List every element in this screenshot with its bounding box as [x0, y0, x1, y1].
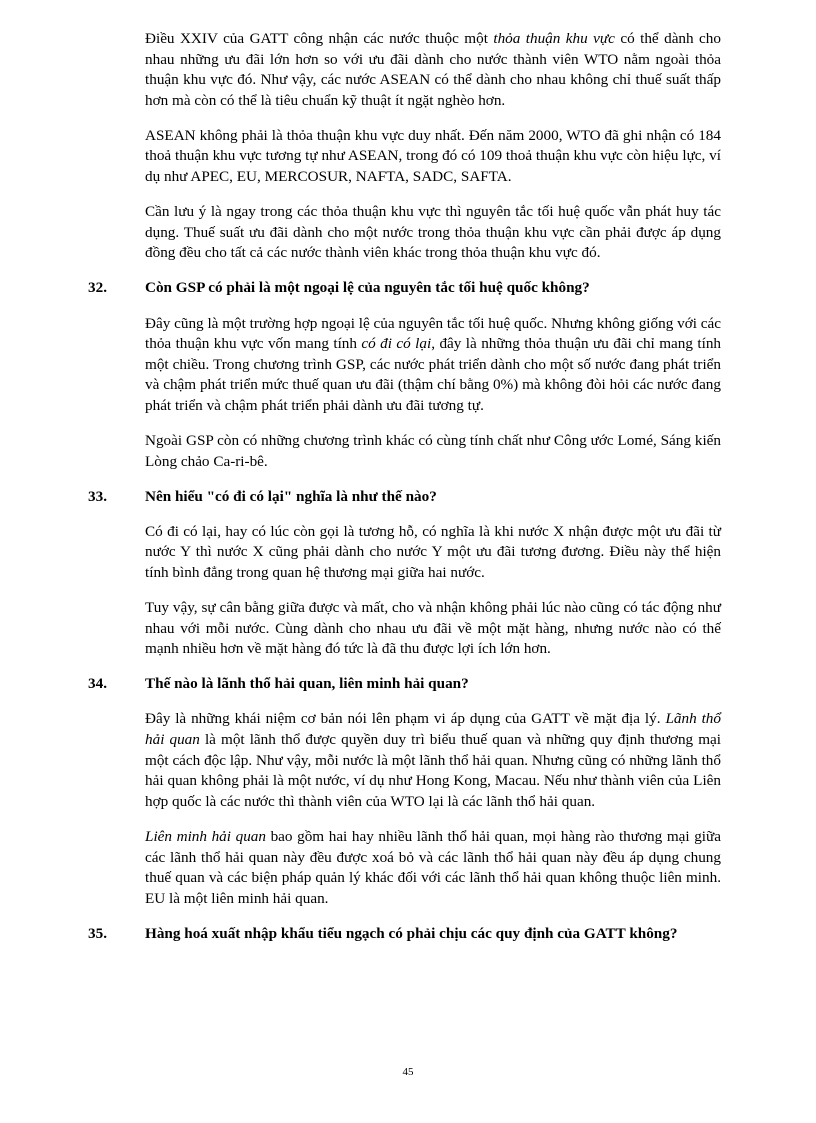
paragraph: Đây cũng là một trường hợp ngoại lệ của nguyên tắc tối huệ quốc. Nhưng không giống với các thỏa thuận khu vực vốn mang tính có đi có lại, đây là những thỏa thuận ưu đãi chỉ mang tính một chiều. Trong chương trình GSP, các nước phát triển dành cho một số nước đang phát triển và chậm phát triển mức thuế quan ưu đãi (thậm chí bằng 0%) mà không đòi hỏi các nước đang phát triển và chậm phát triển phải dành ưu đãi tương tự. — [145, 314, 722, 414]
question-title: Thế nào là lãnh thổ hải quan, liên minh hải quan? — [145, 675, 469, 693]
question-number: 34. — [88, 675, 107, 693]
question-heading-34 — [88, 674, 721, 695]
paragraph: Tuy vậy, sự cân bằng giữa được và mất, cho và nhận không phải lúc nào cũng có tác động như nhau với mỗi nước. Cùng dành cho nhau ưu đãi về một mặt hàng, nhưng nước nào có thế mạnh nhiều hơn về mặt hàng đó tức là đã thu được lợi ích lớn hơn. — [145, 599, 721, 658]
term-regional-agreement: thỏa thuận khu vực — [493, 30, 615, 47]
term-reciprocity: có đi có lại — [361, 335, 432, 353]
paragraph: Có đi có lại, hay có lúc còn gọi là tương hỗ, có nghĩa là khi nước X nhận được một ưu đãi từ nước Y thì nước X cũng phải dành cho nước Y một ưu đãi tương đương. Điều này thể hiện tính bình đẳng trong quan hệ thương mại giữa hai nước. — [145, 522, 721, 581]
term-customs-union: Liên minh hải quan — [145, 827, 266, 845]
question-heading-35 — [88, 924, 721, 945]
term-customs-territory: Lãnh thổ hải quan — [145, 710, 721, 749]
paragraph: Điều XXIV của GATT công nhận các nước thuộc một thỏa thuận khu vực có thể dành cho nhau những ưu đãi lớn hơn so với ưu đãi dành cho nước thành viên WTO nằm ngoài thỏa thuận khu vực đó. Như vậy, các nước ASEAN có thể dành cho nhau không chỉ thuế suất thấp hơn mà còn có thể là tiêu chuẩn kỹ thuật ít ngặt nghèo hơn. — [145, 30, 721, 109]
paragraph: Cần lưu ý là ngay trong các thỏa thuận khu vực thì nguyên tắc tối huệ quốc vẫn phát huy tác dụng. Thuế suất ưu đãi dành cho một nước trong thỏa thuận khu vực cần phải được áp dụng đồng đều cho tất cả các nước thành viên khác trong thỏa thuận khu vực đó. — [145, 203, 721, 262]
question-number: 33. — [88, 487, 107, 505]
page-number: 45 — [402, 1066, 414, 1078]
paragraph: ASEAN không phải là thỏa thuận khu vực duy nhất. Đến năm 2000, WTO đã ghi nhận có 184 thoả thuận khu vực tương tự như ASEAN, trong đó có 109 thoả thuận khu vực còn hiệu lực, ví dụ như APEC, EU, MERCOSUR, NAFTA, SADC, SAFTA. — [145, 126, 721, 186]
paragraph: Liên minh hải quan bao gồm hai hay nhiều lãnh thổ hải quan, mọi hàng rào thương mại giữa các lãnh thổ hải quan này đều được xoá bỏ và các lãnh thổ hải quan này đều áp dụng chung thuế quan và các biện pháp quản lý khác đối với các lãnh thổ hải quan không thuộc liên minh. EU là một liên minh hải quan. — [145, 827, 721, 907]
question-title: Nên hiểu "có đi có lại" nghĩa là như thế nào? — [145, 487, 437, 505]
paragraph: Đây là những khái niệm cơ bản nói lên phạm vi áp dụng của GATT về mặt địa lý. Lãnh thổ hải quan là một lãnh thổ được quyền duy trì biểu thuế quan và những quy định thương mại một cách độc lập. Như vậy, mỗi nước là một lãnh thổ hải quan. Nhưng cũng có những lãnh thổ hải quan không phải là một nước, ví dụ như Hong Kong, Macau. Nếu như thành viên của Liên hợp quốc là các nước thì thành viên của WTO lại là các lãnh thổ hải quan. — [145, 710, 721, 810]
question-title: Hàng hoá xuất nhập khẩu tiểu ngạch có phải chịu các quy định của GATT không? — [145, 924, 678, 942]
question-number: 35. — [88, 924, 107, 942]
page-content — [88, 29, 722, 959]
paragraph: Ngoài GSP còn có những chương trình khác có cùng tính chất như Công ước Lomé, Sáng kiến Lòng chảo Ca-ri-bê. — [145, 432, 721, 470]
question-title: Còn GSP có phải là một ngoại lệ của nguyên tắc tối huệ quốc không? — [145, 279, 590, 297]
question-number: 32. — [88, 279, 107, 297]
question-heading-33 — [88, 487, 721, 508]
question-heading-32 — [88, 278, 721, 299]
